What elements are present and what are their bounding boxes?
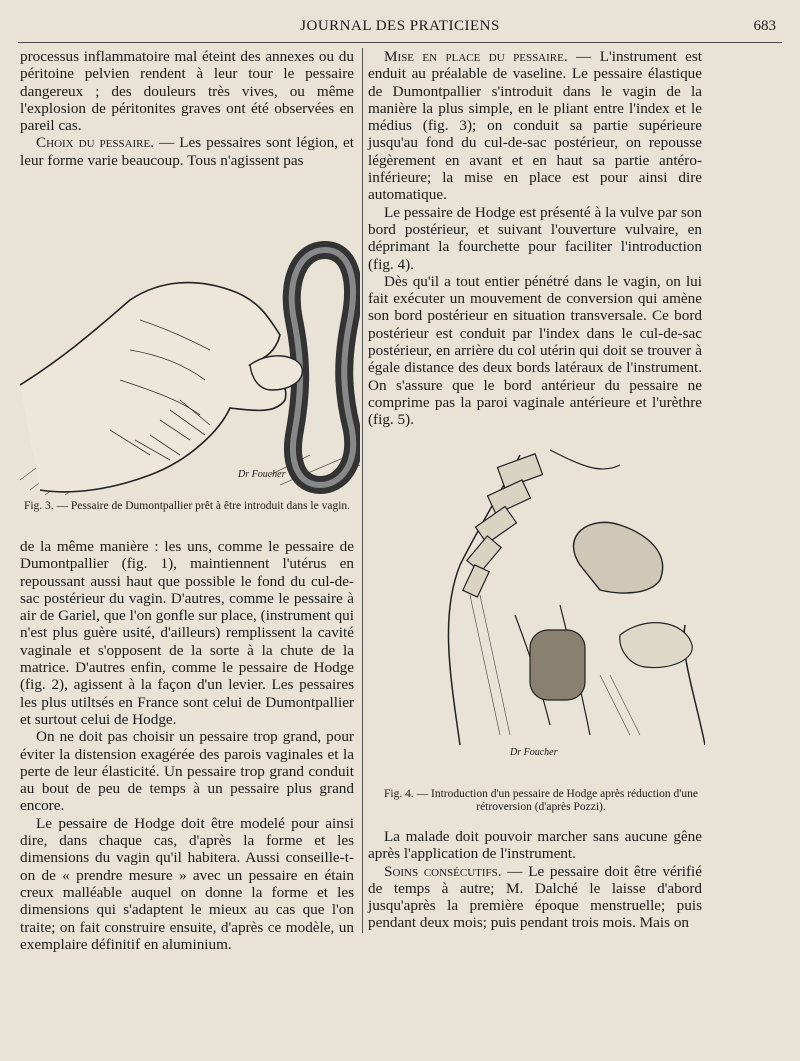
paragraph: Soins consécutifs. — Le pessaire doit être vérifié de temps à autre; M. Dalché le laisse d'abord jusqu'après la première époque menstruelle; puis pendant deux mois; puis pendant trois mois. Mais on bbox=[368, 862, 703, 932]
journal-title: JOURNAL DES PRATICIENS bbox=[300, 18, 500, 34]
paragraph: Mise en place du pessaire. — L'instrument est enduit au préalable de vaseline. Le pessaire élastique de Dumontpallier s'introduit dans le vagin de la manière la plus simple, en le pliant entre l'index et le médius (fig. 3); on conduit sa partie supérieure jusqu'au fond du cul-de-sac postérieur, on repousse légèrement en avant et en haut sa partie antéro-inférieure; la mise en place est pour ainsi dire automatique. bbox=[368, 48, 702, 204]
figure-4-caption: Fig. 4. — Introduction d'un pessaire de Hodge après réduction d'une rétroversion (d'après Pozzi). bbox=[384, 788, 698, 813]
paragraph: Dès qu'il a tout entier pénétré dans le vagin, on lui fait exécuter un mouvement de conversion qui amène son bord postérieur en situation transversale. Ce bord postérieur est conduit par l'index dans le cul-de-sac postérieur, en arrière du col utérin qui doit se trouver à égale distance des deux bords latéraux de l'instrument. On s'assure que le bord antérieur du pessaire ne comprime pas la paroi vaginale antérieure et l'urèthre (fig. 5). bbox=[368, 272, 702, 429]
paragraph: On ne doit pas choisir un pessaire trop grand, pour éviter la distension exagérée des parois vaginales et la perte de leur élasticité. Un pessaire trop grand conduit au bout de peu de temps à un pessaire plus grand encore. bbox=[20, 728, 354, 815]
left-column bbox=[20, 48, 355, 953]
section-heading: Soins consécutifs. bbox=[384, 862, 502, 880]
page-number: 683 bbox=[753, 18, 776, 34]
paragraph: Le pessaire de Hodge est présenté à la vulve par son bord postérieur, et suivant l'ouverture vulvaire, en déprimant la fourchette pour faciliter l'introduction (fig. 4). bbox=[368, 203, 702, 273]
pelvic-section-illustration bbox=[430, 445, 705, 745]
section-heading: Mise en place du pessaire. bbox=[384, 48, 568, 65]
figure-signature: Dr Foucher bbox=[510, 747, 558, 758]
paragraph: Choix du pessaire. — Les pessaires sont légion, et leur forme varie beaucoup. Tous n'agissent pas bbox=[20, 134, 355, 169]
paragraph: processus inflammatoire mal éteint des annexes ou du péritoine pelvien rendent à leur tour le pessaire dangereux ; des douleurs très vives, ou même l'explosion de péritonites graves ont été observées en pareil cas. bbox=[20, 48, 354, 135]
figure-signature: Dr Foucher bbox=[238, 469, 286, 480]
section-heading: Choix du pessaire. bbox=[36, 134, 155, 152]
paragraph: Le pessaire de Hodge doit être modelé pour ainsi dire, dans chaque cas, d'après la forme et les dimensions du vagin qu'il habitera. Aussi conseille-t-on de « prendre mesure » avec un pessaire en étain creux malléable auquel on donne la forme et les dimensions qui s'adaptent le mieux au cas que l'on traite; on fait construire ensuite, d'après ce modèle, un exemplaire définitif en aluminium. bbox=[20, 814, 354, 953]
figure-3-caption: Fig. 3. — Pessaire de Dumontpallier prêt à être introduit dans le vagin. bbox=[23, 500, 351, 512]
right-column-continued bbox=[368, 828, 702, 932]
paragraph: de la même manière : les uns, comme le pessaire de Dumontpallier (fig. 1), maintiennent l'utérus en repoussant aussi haut que possible le fond du cul-de-sac postérieur du vagin. D'autres, comme le pessaire à air de Gariel, que l'on gonfle sur place, (instrument qui n'est plus guère usité, d'ailleurs) remplissent la cavité vaginale et s'opposent de la sorte à la chute de la matrice. D'autres enfin, comme le pessaire de Hodge (fig. 2), agissent à la façon d'un levier. Les pessaires les plus utiltsés en France sont celui de Dumontpallier et surtout celui de Hodge. bbox=[20, 538, 354, 728]
page-header bbox=[18, 14, 782, 43]
figure-4-pelvic-section bbox=[430, 445, 705, 765]
figure-3-hand-pessary bbox=[20, 240, 380, 540]
hand-pessary-illustration bbox=[20, 240, 360, 500]
paragraph: La malade doit pouvoir marcher sans aucune gêne après l'application de l'instrument. bbox=[368, 828, 702, 863]
